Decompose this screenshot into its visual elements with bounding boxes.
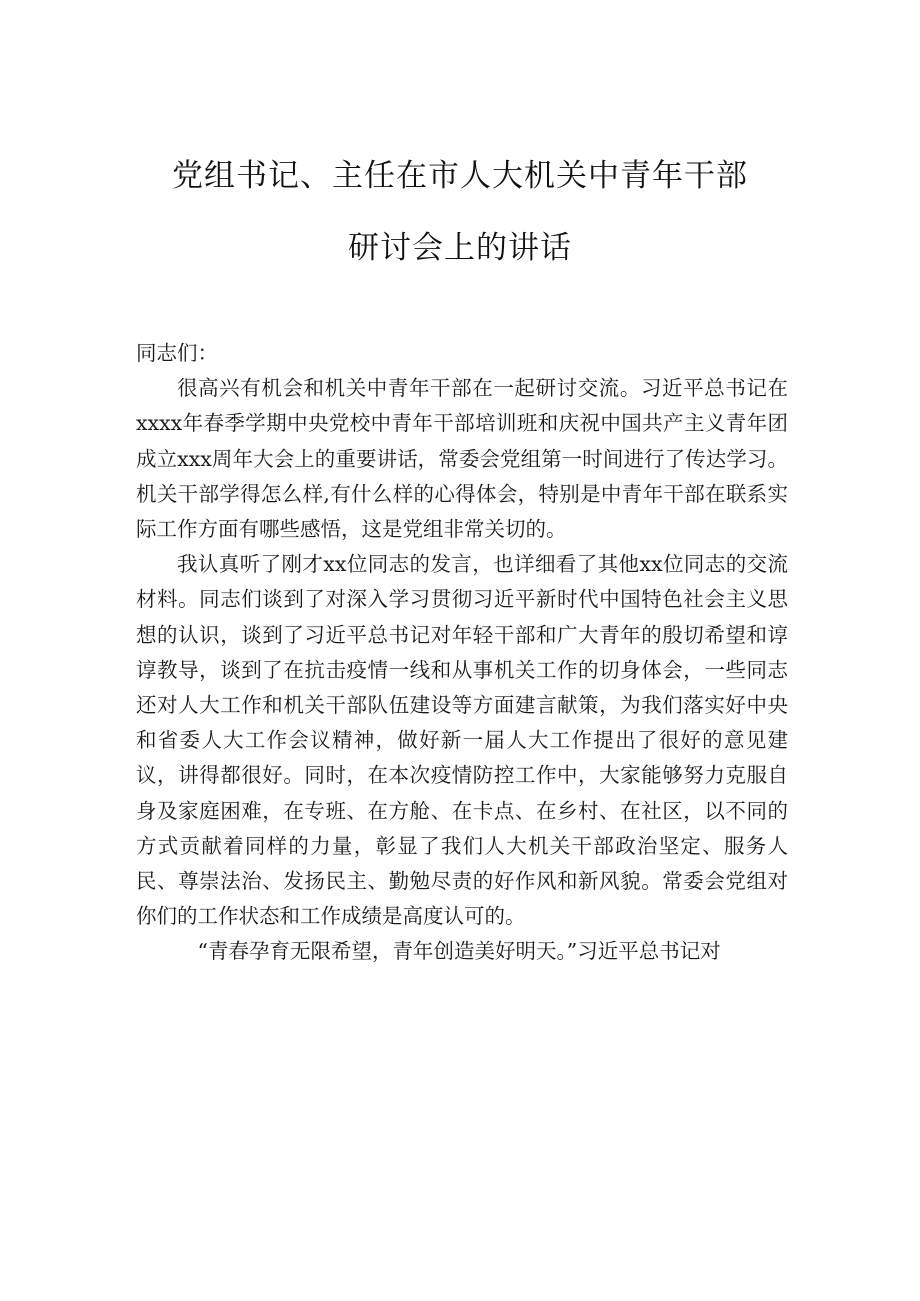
- salutation: 同志们：: [136, 341, 218, 365]
- document-body: [136, 336, 788, 970]
- document-title-line-1: 党组书记、主任在市人大机关中青年干部: [172, 158, 748, 194]
- document-title-line-2: 研讨会上的讲话: [348, 230, 572, 266]
- paragraph-2: 我认真听了刚才xx位同志的发言，也详细看了其他xx位同志的交流材料。同志们谈到了对深入学习贯彻习近平新时代中国特色社会主义思想的认识，谈到了习近平总书记对年轻干部和广大青年的殷切希望和谆谆教导，谈到了在抗击疫情一线和从事机关工作的切身体会，一些同志还对人大工作和机关干部队伍建设等方面建言献策，为我们落实好中央和省委人大工作会议精神，做好新一届人大工作提出了很好的意见建议，讲得都很好。同时，在本次疫情防控工作中，大家能够努力克服自身及家庭困难，在专班、在方舱、在卡点、在乡村、在社区，以不同的方式贡献着同样的力量，彰显了我们人大机关干部政治坚定、服务人民、尊崇法治、发扬民主、勤勉尽责的好作风和新风貌。常委会党组对你们的工作状态和工作成绩是高度认可的。: [136, 552, 788, 929]
- paragraph-3: “青春孕育无限希望，青年创造美好明天。”习近平总书记对: [197, 939, 721, 964]
- paragraph-1: 很高兴有机会和机关中青年干部在一起研讨交流。习近平总书记在xxxx年春季学期中央党校中青年干部培训班和庆祝中国共产主义青年团成立xxx周年大会上的重要讲话，常委会党组第一时间进行了传达学习。机关干部学得怎么样,有什么样的心得体会，特别是中青年干部在联系实际工作方面有哪些感悟，这是党组非常关切的。: [136, 376, 788, 542]
